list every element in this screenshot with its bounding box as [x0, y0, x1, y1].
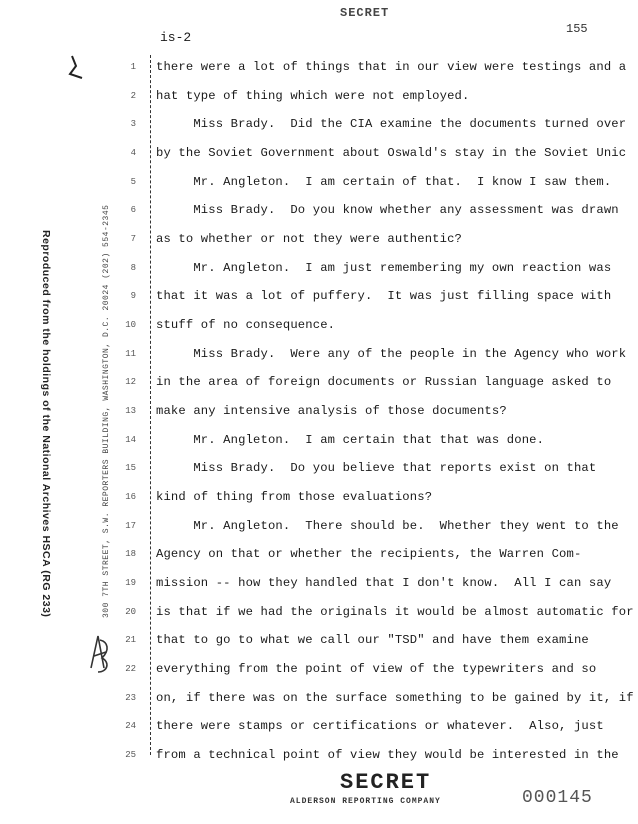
transcript-line: as to whether or not they were authentic? [156, 232, 463, 246]
transcript-line: Agency on that or whether the recipients, the Warren Com- [156, 547, 582, 561]
transcript-line: Miss Brady. Did the CIA examine the documents turned over [156, 117, 627, 131]
transcript-line: Mr. Angleton. I am certain that that was done. [156, 433, 545, 447]
transcript-line: Miss Brady. Do you know whether any assessment was drawn [156, 203, 619, 217]
margin-rule [150, 55, 151, 755]
transcript-line: kind of thing from those evaluations? [156, 490, 433, 504]
transcript-line: there were stamps or certifications or whatever. Also, just [156, 719, 604, 733]
line-number: 5 [130, 177, 136, 187]
document-id: is-2 [160, 30, 192, 45]
transcript-line: that to go to what we call our "TSD" and have them examine [156, 633, 589, 647]
line-number: 24 [125, 721, 136, 731]
line-number: 2 [130, 91, 136, 101]
archive-note: Reproduced from the holdings of the National Archives HSCA (RG 233) [40, 230, 52, 618]
transcript-line: everything from the point of view of the typewriters and so [156, 662, 597, 676]
transcript-line: mission -- how they handled that I don't know. All I can say [156, 576, 612, 590]
line-number: 4 [130, 148, 136, 158]
transcript-line: hat type of thing which were not employed. [156, 89, 470, 103]
transcript-line: there were a lot of things that in our view were testings and a [156, 60, 627, 74]
line-number: 6 [130, 205, 136, 215]
line-number: 7 [130, 234, 136, 244]
line-number: 17 [125, 521, 136, 531]
page-number: 155 [566, 22, 588, 36]
line-number: 16 [125, 492, 136, 502]
transcript-line: Mr. Angleton. I am just remembering my own reaction was [156, 261, 612, 275]
line-number: 13 [125, 406, 136, 416]
transcript-line: Miss Brady. Were any of the people in the Agency who work [156, 347, 627, 361]
line-number: 25 [125, 750, 136, 760]
transcript-line: by the Soviet Government about Oswald's stay in the Soviet Unic [156, 146, 627, 160]
handwritten-initials-icon [86, 628, 116, 678]
transcript-line: Mr. Angleton. There should be. Whether they went to the [156, 519, 619, 533]
line-number: 10 [125, 320, 136, 330]
line-number: 19 [125, 578, 136, 588]
line-number: 21 [125, 635, 136, 645]
line-number: 11 [125, 349, 136, 359]
line-number: 3 [130, 119, 136, 129]
top-classification-mark: SECRET [340, 6, 390, 20]
footer-classification: SECRET [340, 770, 432, 795]
transcript-line: make any intensive analysis of those documents? [156, 404, 507, 418]
reporter-address: 300 7TH STREET, S.W. REPORTERS BUILDING, WASHINGTON, D.C. 20024 (202) 554-2345 [102, 204, 111, 618]
transcript-line: in the area of foreign documents or Russian language asked to [156, 375, 612, 389]
reporting-company: ALDERSON REPORTING COMPANY [290, 797, 441, 806]
line-number: 22 [125, 664, 136, 674]
line-number: 15 [125, 463, 136, 473]
transcript-line: from a technical point of view they would be interested in the [156, 748, 619, 762]
line-number: 14 [125, 435, 136, 445]
transcript-line: stuff of no consequence. [156, 318, 336, 332]
stamp-number: 000145 [522, 788, 593, 808]
line-number: 20 [125, 607, 136, 617]
line-number: 18 [125, 549, 136, 559]
transcript-line: that it was a lot of puffery. It was just filling space with [156, 289, 612, 303]
transcript-line: Miss Brady. Do you believe that reports exist on that [156, 461, 597, 475]
line-number: 1 [130, 62, 136, 72]
line-number: 12 [125, 377, 136, 387]
transcript-line: is that if we had the originals it would be almost automatic for [156, 605, 634, 619]
line-number: 23 [125, 693, 136, 703]
transcript-line: on, if there was on the surface something to be gained by it, if [156, 691, 634, 705]
transcript-line: Mr. Angleton. I am certain of that. I know I saw them. [156, 175, 612, 189]
line-number: 8 [130, 263, 136, 273]
pen-mark-icon [64, 52, 94, 82]
line-number: 9 [130, 291, 136, 301]
